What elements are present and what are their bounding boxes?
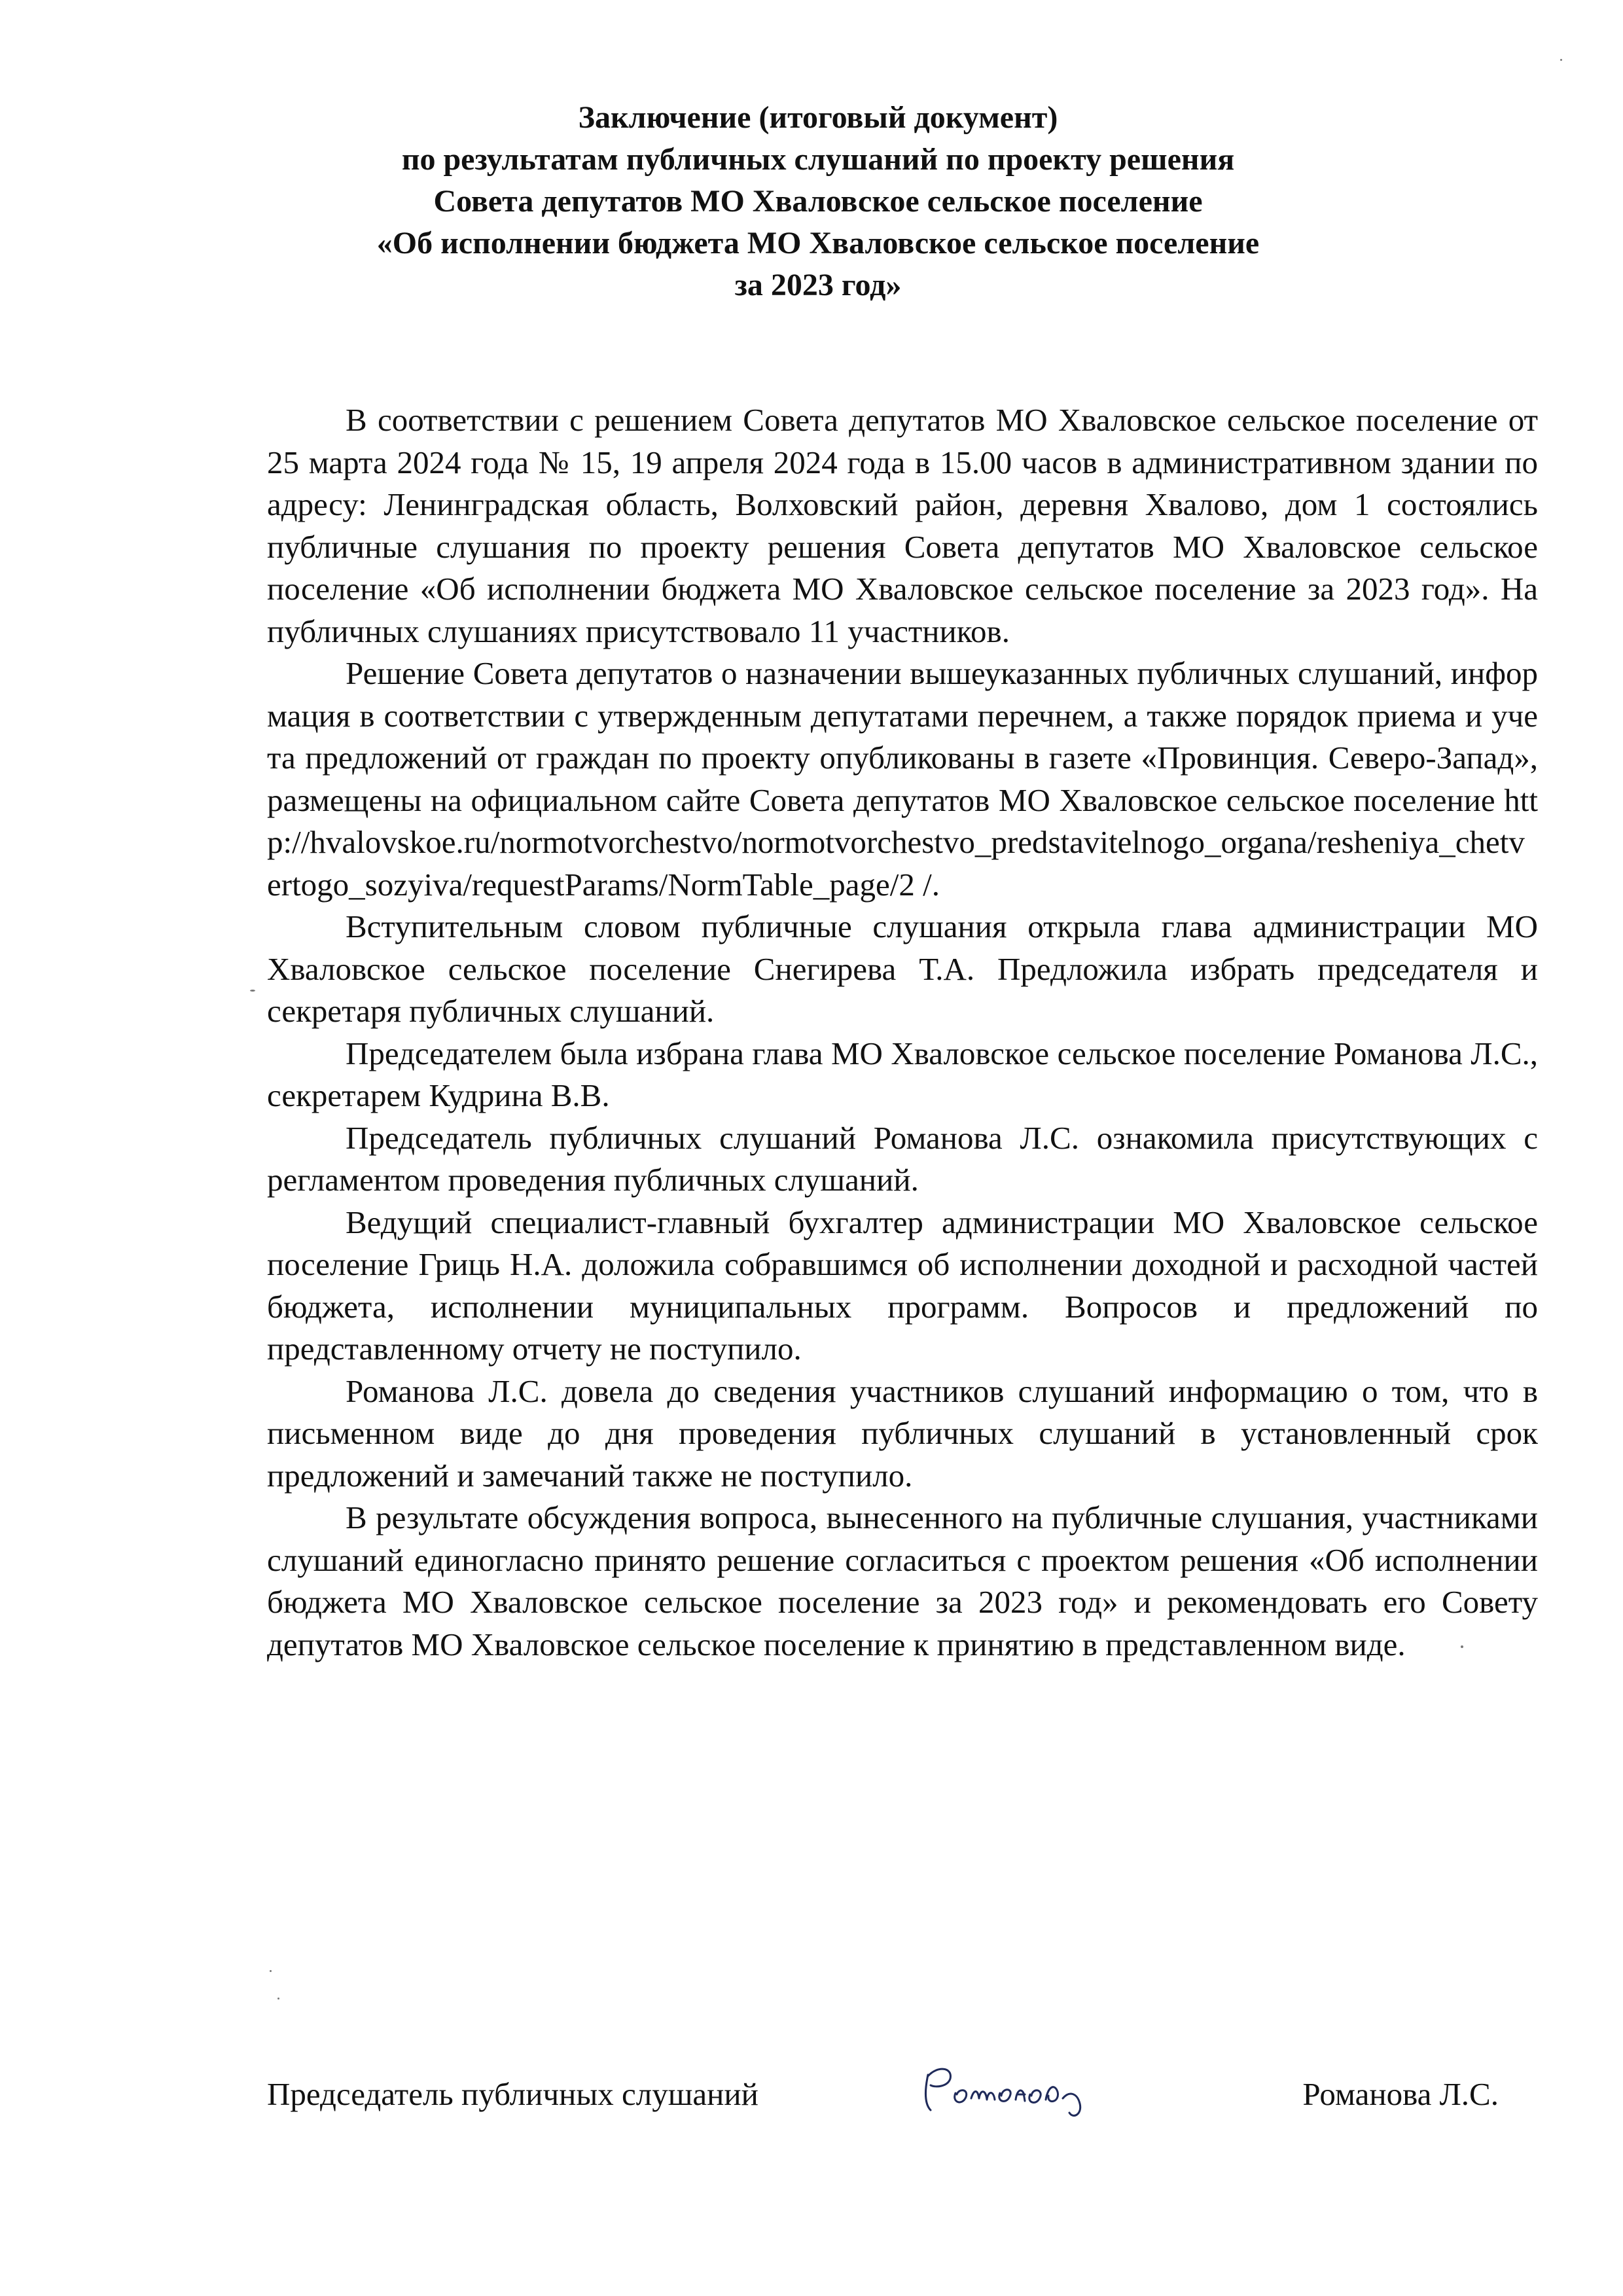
paragraph-regulations: Председатель публичных слушаний Романова Л.С. ознакомила присутствующих с регламентом проведения публичных слушаний. — [267, 1119, 1538, 1198]
paragraph-no-proposals: Романова Л.С. довела до сведения участников слушаний информацию о том, что в письменном виде до дня проведения публичных слушаний в установленный срок предложений и замечаний также не поступило. — [267, 1372, 1538, 1494]
paragraph-budget-report: Ведущий специалист-главный бухгалтер администрации МО Хваловское сельское поселение Гриць Н.А. доложила собравшимся об исполнении доходной и расходной частей бюджета, исполнении муниципальных программ. Вопросов и предложений по представленному отчету не поступило. — [267, 1204, 1538, 1367]
title-line-5: за 2023 год» — [734, 268, 902, 302]
scan-artifact — [270, 1970, 272, 1972]
paragraph-publication: Решение Совета депутатов о назначении вышеуказанных публичных слушаний, информация в соответствии с утвержденным депутатами перечнем, а также порядок приема и учета предложений от граждан по проекту опубликованы в газете «Провинция. Северо-Запад», размещены на официальном сайте Совета депутатов МО Хваловское сельское поселение http://hvalovskoe.ru/normotvorchestvo/normotvorchestvo_predstavitelnogo_organa/resheniya_chetvertogo_sozyiva/requestParams/NormTable_page/2 /. — [267, 655, 1538, 903]
title-line-4: «Об исполнении бюджета МО Хваловское сельское поселение — [376, 226, 1260, 260]
title-line-1: Заключение (итоговый документ) — [578, 100, 1058, 135]
handwritten-signature — [908, 2047, 1124, 2126]
scan-artifact — [1560, 59, 1562, 61]
scan-artifact — [250, 990, 255, 992]
paragraph-chair-election: Председателем была избрана глава МО Хваловское сельское поселение Романова Л.С., секретарем Кудрина В.В. — [267, 1035, 1538, 1113]
document-title — [196, 97, 1440, 306]
title-line-3: Совета депутатов МО Хваловское сельское поселение — [433, 184, 1203, 219]
paragraph-decision: В результате обсуждения вопроса, вынесенного на публичные слушания, участниками слушаний единогласно принято решение согласиться с проектом решения «Об исполнении бюджета МО Хваловское сельское поселение за 2023 год» и рекомендовать его Совету депутатов МО Хваловское сельское поселение к принятию в представленном виде. — [267, 1499, 1538, 1662]
signatory-name: Романова Л.С. — [1302, 2076, 1499, 2112]
signature-block — [267, 2047, 1538, 2126]
document-body — [267, 399, 1538, 1666]
paragraph-opening-speech: Вступительным словом публичные слушания открыла глава администрации МО Хваловское сельское поселение Снегирева Т.А. Предложила избрать председателя и секретаря публичных слушаний. — [267, 908, 1538, 1029]
scan-artifact — [1461, 1645, 1463, 1648]
scan-artifact — [277, 1998, 279, 2000]
paragraph-hearing-details: В соответствии с решением Совета депутатов МО Хваловское сельское поселение от 25 марта 2024 года № 15, 19 апреля 2024 года в 15.00 часов в административном здании по адресу: Ленинградская область, Волховский район, деревня Хвалово, дом 1 состоялись публичные слушания по проекту решения Совета депутатов МО Хваловское сельское поселение «Об исполнении бюджета МО Хваловское сельское поселение за 2023 год». На публичных слушаниях присутствовало 11 участников. — [267, 402, 1538, 649]
signature-label: Председатель публичных слушаний — [267, 2076, 758, 2112]
title-line-2: по результатам публичных слушаний по проекту решения — [401, 142, 1235, 177]
